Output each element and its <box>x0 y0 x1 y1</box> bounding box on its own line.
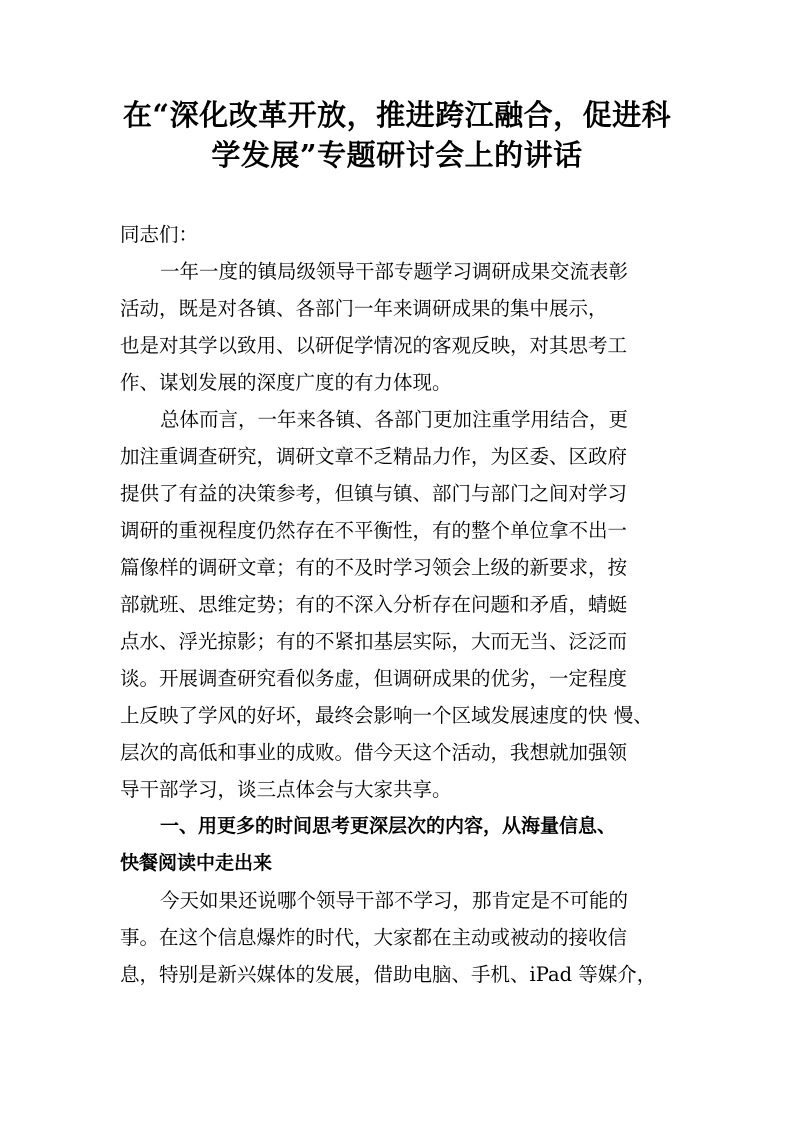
paragraph-2-line: 篇像样的调研文章；有的不及时学习领会上级的新要求，按 <box>120 556 628 579</box>
document-title-line-1: 在“深化改革开放，推进跨江融合，促进科 <box>122 98 672 132</box>
document-title-line-2: 学发展”专题研讨会上的讲话 <box>211 138 583 172</box>
paragraph-2-line: 部就班、思维定势；有的不深入分析存在问题和矛盾，蜻蜓 <box>120 593 628 616</box>
paragraph-2-line: 层次的高低和事业的成败。借今天这个活动，我想就加强领 <box>120 741 628 764</box>
paragraph-2-line: 提供了有益的决策参考，但镇与镇、部门与部门之间对学习 <box>120 482 628 505</box>
paragraph-2-line: 加注重调查研究，调研文章不乏精品力作，为区委、区政府 <box>120 445 628 468</box>
paragraph-2-line: 谈。开展调查研究看似务虚，但调研成果的优劣，一定程度 <box>120 667 628 690</box>
paragraph-1-line: 作、谋划发展的深度广度的有力体现。 <box>120 371 452 394</box>
paragraph-2-line: 点水、浮光掠影；有的不紧扣基层实际，大而无当、泛泛而 <box>120 630 628 653</box>
paragraph-2-line: 上反映了学风的好坏，最终会影响一个区域发展速度的快 慢、 <box>120 704 653 727</box>
paragraph-3-line: 息，特别是新兴媒体的发展，借助电脑、手机、iPad 等媒介， <box>120 963 657 986</box>
paragraph-1-line: 一年一度的镇局级领导干部专题学习调研成果交流表彰 <box>160 260 629 283</box>
paragraph-2-line: 调研的重视程度仍然存在不平衡性，有的整个单位拿不出一 <box>120 519 628 542</box>
document-body <box>120 216 690 993</box>
paragraph-2-line: 导干部学习，谈三点体会与大家共享。 <box>120 778 452 801</box>
section-heading-1-continued: 快餐阅读中走出来 <box>120 852 273 874</box>
paragraph-2-line: 总体而言，一年来各镇、各部门更加注重学用结合，更 <box>160 408 629 431</box>
paragraph-1-line: 也是对其学以致用、以研促学情况的客观反映，对其思考工 <box>120 334 628 357</box>
salutation: 同志们： <box>120 223 199 246</box>
section-heading-1: 一、用更多的时间思考更深层次的内容，从海量信息、 <box>160 815 617 837</box>
paragraph-3-line: 今天如果还说哪个领导干部不学习，那肯定是不可能的 <box>160 889 629 912</box>
paragraph-3-line: 事。在这个信息爆炸的时代，大家都在主动或被动的接收信 <box>120 926 628 949</box>
paragraph-1-line: 活动，既是对各镇、各部门一年来调研成果的集中展示， <box>120 297 608 320</box>
